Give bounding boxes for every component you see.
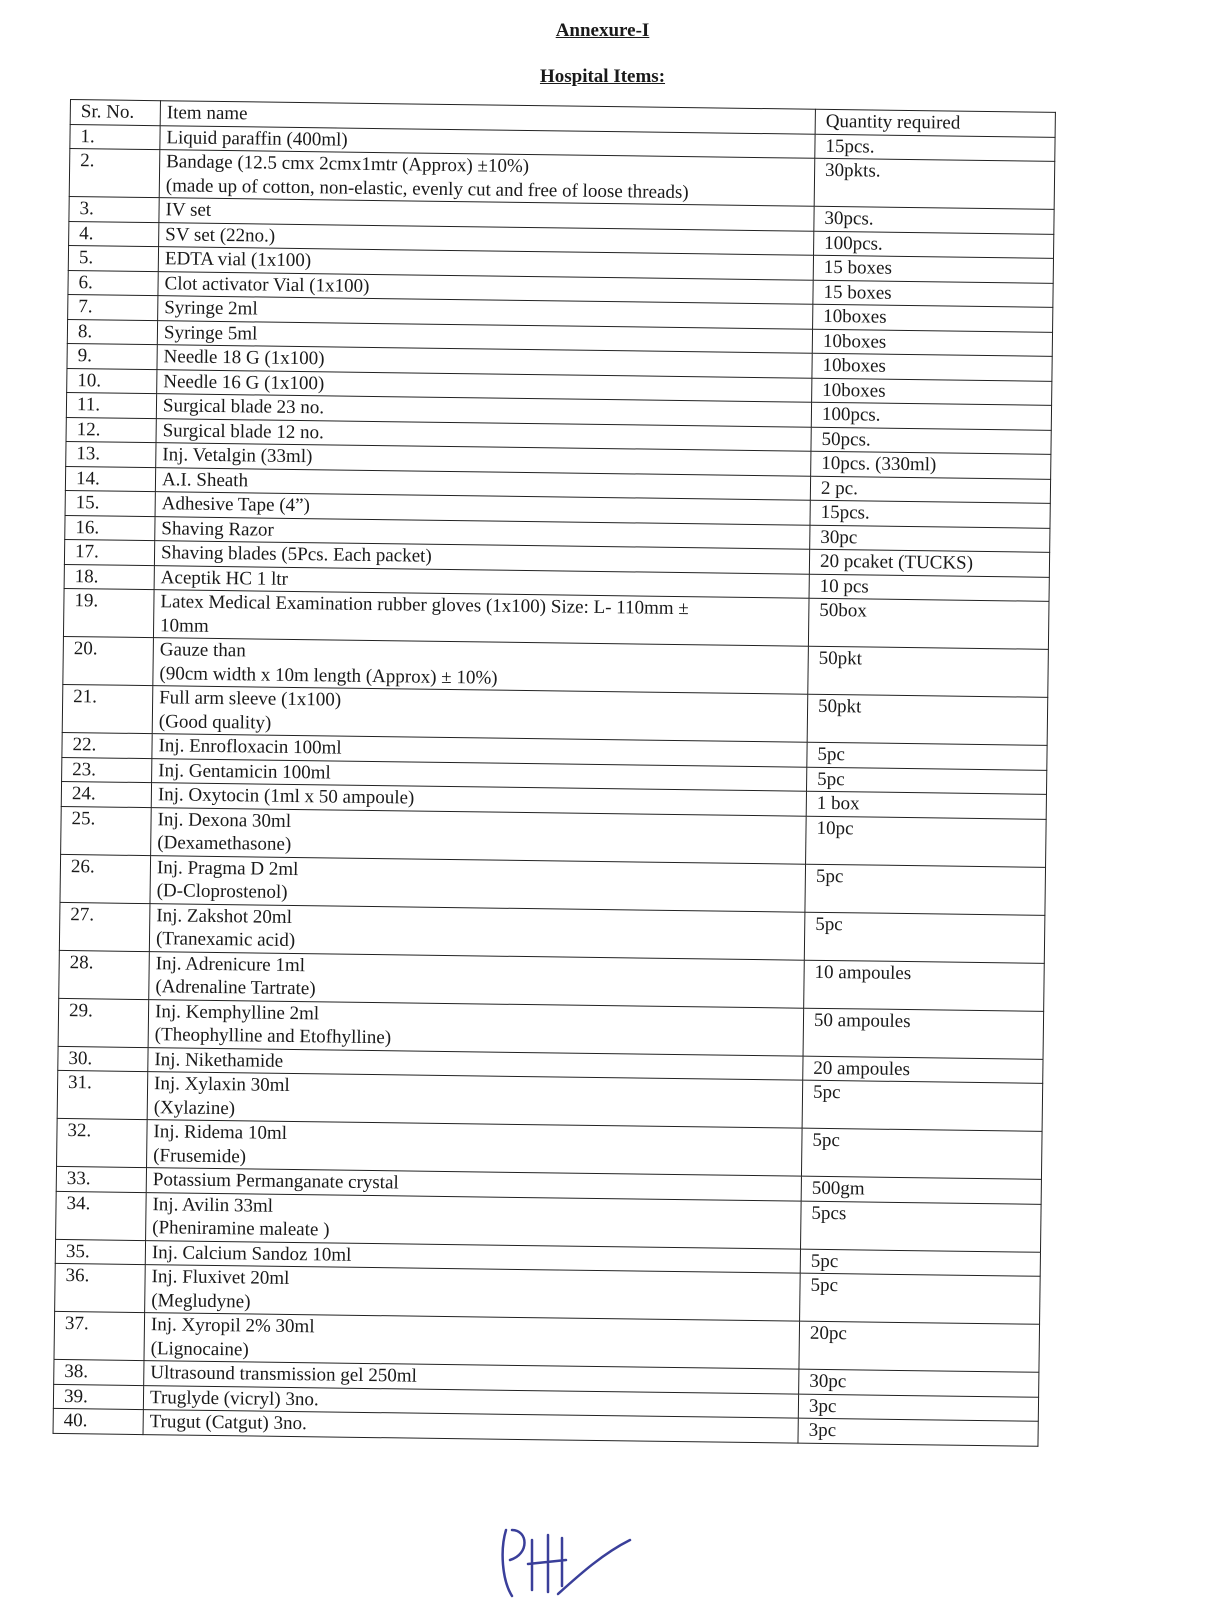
- quantity-cell: 10 ampoules: [804, 960, 1045, 1011]
- sr-no-cell: 15.: [65, 490, 155, 516]
- table-body: [53, 124, 1055, 1446]
- quantity-cell: 10boxes: [812, 353, 1052, 381]
- item-name-cell: Inj. Xyropil 2% 30ml (Lignocaine): [144, 1313, 800, 1370]
- quantity-cell: 15pcs.: [810, 500, 1050, 528]
- quantity-cell: 5pc: [801, 1128, 1042, 1179]
- quantity-cell: 15 boxes: [813, 280, 1053, 308]
- item-name-cell: Inj. Gentamicin 100ml: [152, 758, 807, 791]
- quantity-cell: 5pc: [802, 1080, 1043, 1131]
- item-name-cell: Inj. Enrofloxacin 100ml: [152, 734, 807, 767]
- quantity-cell: 5pc: [800, 1249, 1040, 1277]
- sr-no-cell: 13.: [66, 441, 156, 467]
- quantity-cell: 30pkts.: [814, 158, 1055, 209]
- sr-no-cell: 35.: [55, 1239, 145, 1265]
- quantity-cell: 50pcs.: [811, 427, 1051, 455]
- sr-no-cell: 3.: [69, 196, 159, 222]
- section-title: Hospital Items:: [539, 66, 666, 87]
- item-name-cell: Aceptik HC 1 ltr: [154, 565, 809, 598]
- quantity-cell: 2 pc.: [810, 476, 1050, 504]
- item-name-cell: Syringe 5ml: [157, 320, 812, 353]
- sr-no-cell: 16.: [65, 515, 155, 541]
- quantity-cell: 30pcs.: [814, 206, 1054, 234]
- item-name-cell: Surgical blade 12 no.: [156, 418, 811, 451]
- quantity-cell: 3pc: [798, 1394, 1038, 1422]
- quantity-cell: 20pc: [799, 1321, 1040, 1372]
- quantity-cell: 1 box: [806, 791, 1046, 819]
- item-name-cell: Inj. Zakshot 20ml (Tranexamic acid): [149, 903, 805, 960]
- quantity-cell: 10pc: [806, 816, 1047, 867]
- sr-no-cell: 30.: [58, 1046, 148, 1072]
- header-sr-no: Sr. No.: [70, 100, 160, 126]
- quantity-cell: 10boxes: [812, 378, 1052, 406]
- item-name-cell: Inj. Ridema 10ml (Frusemide): [147, 1120, 803, 1177]
- quantity-cell: 10 pcs: [809, 574, 1049, 602]
- sr-no-cell: 31.: [57, 1070, 148, 1119]
- item-name-cell: Needle 18 G (1x100): [157, 345, 812, 378]
- quantity-cell: 100pcs.: [811, 402, 1051, 430]
- sr-no-cell: 19.: [63, 588, 154, 637]
- sr-no-cell: 12.: [66, 417, 156, 443]
- sr-no-cell: 2.: [69, 149, 160, 198]
- sr-no-cell: 29.: [58, 998, 149, 1047]
- item-name-cell: Inj. Nikethamide: [148, 1047, 803, 1080]
- sr-no-cell: 40.: [53, 1408, 143, 1434]
- sr-no-cell: 8.: [67, 319, 157, 345]
- sr-no-cell: 36.: [55, 1263, 146, 1312]
- sr-no-cell: 11.: [66, 392, 156, 418]
- item-name-cell: Inj. Avilin 33ml (Pheniramine maleate ): [146, 1192, 802, 1249]
- item-name-cell: Inj. Fluxivet 20ml (Megludyne): [145, 1265, 801, 1322]
- item-name-cell: Truglyde (vicryl) 3no.: [143, 1385, 798, 1418]
- quantity-cell: 20 pcaket (TUCKS): [809, 549, 1049, 577]
- item-name-cell: Latex Medical Examination rubber gloves (1x100) Size: L- 110mm ± 10mm: [153, 590, 809, 647]
- sr-no-cell: 24.: [61, 781, 151, 807]
- item-name-cell: Adhesive Tape (4”): [155, 492, 810, 525]
- sr-no-cell: 23.: [62, 757, 152, 783]
- sr-no-cell: 1.: [70, 124, 160, 150]
- item-name-cell: Clot activator Vial (1x100): [158, 271, 813, 304]
- sr-no-cell: 39.: [53, 1384, 143, 1410]
- quantity-cell: 10pcs. (330ml): [811, 451, 1051, 479]
- sr-no-cell: 20.: [63, 636, 154, 685]
- item-name-cell: Inj. Adrenicure 1ml (Adrenaline Tartrate): [149, 951, 805, 1008]
- sr-no-cell: 28.: [59, 950, 150, 999]
- sr-no-cell: 21.: [62, 684, 153, 733]
- item-name-cell: Liquid paraffin (400ml): [160, 125, 815, 158]
- sr-no-cell: 9.: [67, 343, 157, 369]
- quantity-cell: 3pc: [798, 1418, 1038, 1446]
- quantity-cell: 5pc: [800, 1273, 1041, 1324]
- sr-no-cell: 26.: [60, 854, 151, 903]
- quantity-cell: 10boxes: [813, 304, 1053, 332]
- sr-no-cell: 14.: [65, 466, 155, 492]
- sr-no-cell: 34.: [56, 1191, 147, 1240]
- sr-no-cell: 25.: [61, 806, 152, 855]
- quantity-cell: 30pc: [810, 525, 1050, 553]
- quantity-cell: 5pc: [807, 742, 1047, 770]
- quantity-cell: 5pc: [804, 912, 1045, 963]
- item-name-cell: Shaving Razor: [155, 516, 810, 549]
- header-item-name: Item name: [160, 101, 815, 134]
- item-name-cell: Potassium Permanganate crystal: [146, 1168, 801, 1201]
- item-name-cell: Needle 16 G (1x100): [157, 369, 812, 402]
- quantity-cell: 100pcs.: [814, 231, 1054, 259]
- sr-no-cell: 33.: [56, 1166, 146, 1192]
- quantity-cell: 50box: [808, 598, 1049, 649]
- item-name-cell: SV set (22no.): [159, 222, 814, 255]
- item-name-cell: Inj. Calcium Sandoz 10ml: [145, 1240, 800, 1273]
- item-name-cell: Surgical blade 23 no.: [156, 394, 811, 427]
- quantity-cell: 50pkt: [808, 646, 1049, 697]
- sr-no-cell: 27.: [59, 902, 150, 951]
- quantity-cell: 500gm: [801, 1176, 1041, 1204]
- hospital-items-table: [53, 99, 1056, 1446]
- sr-no-cell: 32.: [57, 1118, 148, 1167]
- quantity-cell: 50pkt: [807, 694, 1048, 745]
- item-name-cell: Full arm sleeve (1x100) (Good quality): [152, 686, 808, 743]
- quantity-cell: 15pcs.: [815, 134, 1055, 162]
- item-name-cell: IV set: [159, 198, 814, 231]
- item-name-cell: Gauze than (90cm width x 10m length (Approx) ± 10%): [153, 638, 809, 695]
- quantity-cell: 20 ampoules: [803, 1056, 1043, 1084]
- quantity-cell: 5pc: [807, 767, 1047, 795]
- quantity-cell: 5pcs: [801, 1201, 1042, 1252]
- quantity-cell: 5pc: [805, 864, 1046, 915]
- sr-no-cell: 38.: [54, 1359, 144, 1385]
- item-name-cell: Inj. Oxytocin (1ml x 50 ampoule): [151, 783, 806, 816]
- header-quantity: Quantity required: [815, 109, 1055, 137]
- sr-no-cell: 22.: [62, 732, 152, 758]
- annexure-title: Annexure-I: [555, 20, 650, 41]
- sr-no-cell: 37.: [54, 1311, 145, 1360]
- item-name-cell: Bandage (12.5 cmx 2cmx1mtr (Approx) ±10%) (made up of cotton, non-elastic, evenly cut and free of loose threads): [159, 150, 815, 207]
- quantity-cell: 30pc: [799, 1369, 1039, 1397]
- item-name-cell: Ultrasound transmission gel 250ml: [144, 1361, 799, 1394]
- sr-no-cell: 18.: [64, 564, 154, 590]
- item-name-cell: Shaving blades (5Pcs. Each packet): [154, 541, 809, 574]
- sr-no-cell: 7.: [68, 294, 158, 320]
- sr-no-cell: 6.: [68, 270, 158, 296]
- sr-no-cell: 10.: [67, 368, 157, 394]
- quantity-cell: 15 boxes: [813, 255, 1053, 283]
- sr-no-cell: 4.: [69, 221, 159, 247]
- signature: [498, 1510, 638, 1610]
- sr-no-cell: 17.: [64, 539, 154, 565]
- item-name-cell: EDTA vial (1x100): [158, 247, 813, 280]
- quantity-cell: 50 ampoules: [803, 1008, 1044, 1059]
- item-name-cell: Syringe 2ml: [158, 296, 813, 329]
- item-name-cell: A.I. Sheath: [155, 467, 810, 500]
- item-name-cell: Inj. Dexona 30ml (Dexamethasone): [151, 807, 807, 864]
- item-name-cell: Inj. Pragma D 2ml (D-Cloprostenol): [150, 855, 806, 912]
- quantity-cell: 10boxes: [812, 329, 1052, 357]
- item-name-cell: Trugut (Catgut) 3no.: [143, 1410, 798, 1443]
- item-name-cell: Inj. Vetalgin (33ml): [156, 443, 811, 476]
- item-name-cell: Inj. Xylaxin 30ml (Xylazine): [147, 1072, 803, 1129]
- sr-no-cell: 5.: [68, 245, 158, 271]
- item-name-cell: Inj. Kemphylline 2ml (Theophylline and Etofhylline): [148, 999, 804, 1056]
